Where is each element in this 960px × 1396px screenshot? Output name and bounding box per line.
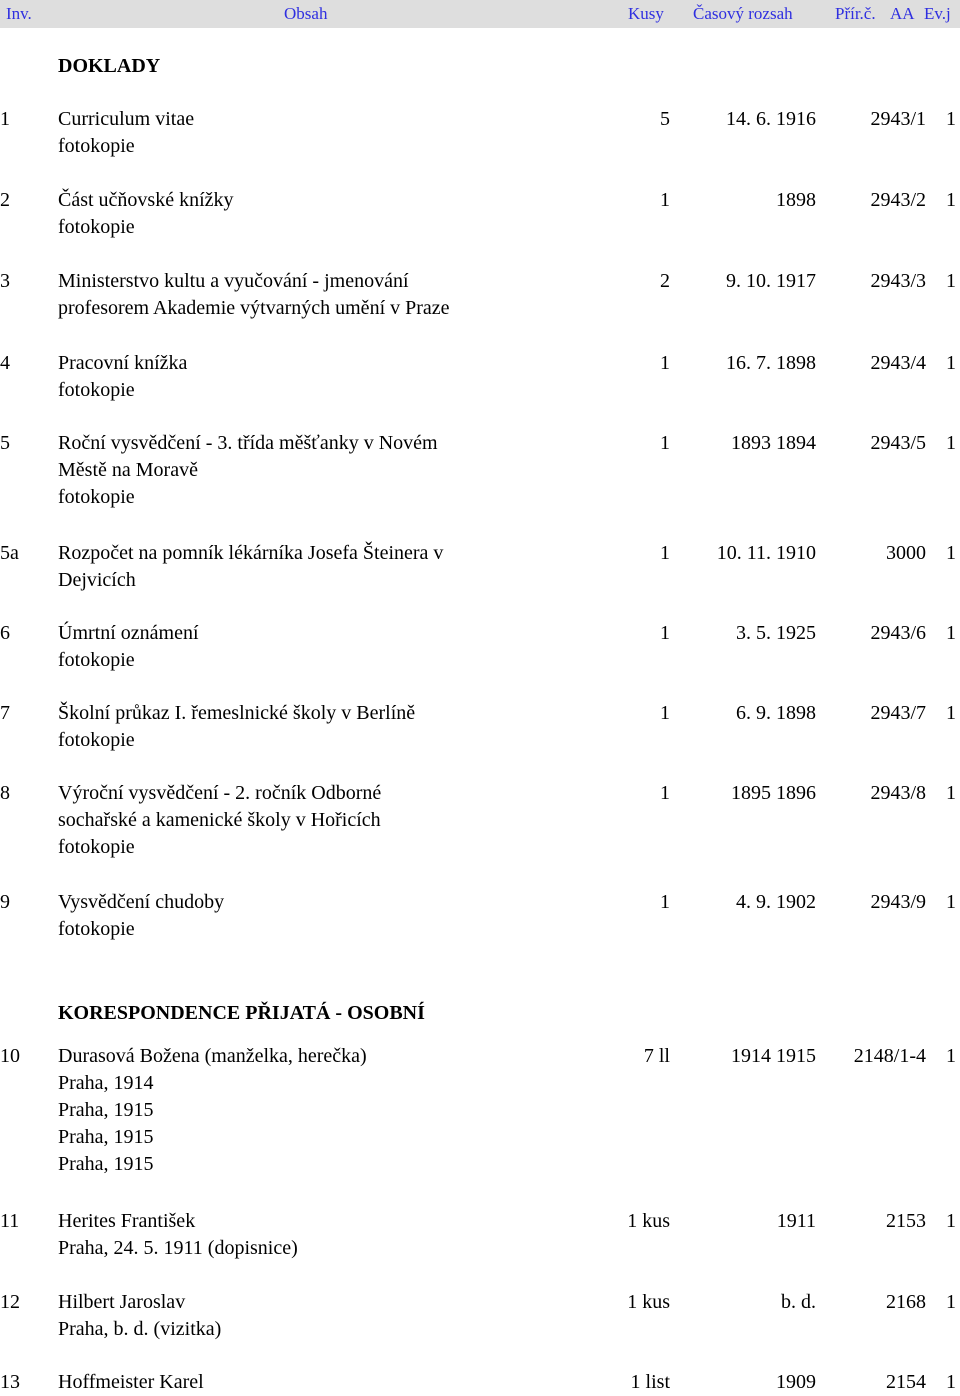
accession-number: 2153 [886, 1210, 926, 1232]
header-inv[interactable]: Inv. [6, 4, 32, 23]
item-count: 1 [660, 542, 670, 564]
accession-number: 2943/5 [870, 432, 926, 454]
item-count: 1 list [630, 1371, 670, 1393]
header-rozsah[interactable]: Časový rozsah [693, 4, 793, 23]
inventory-number: 13 [0, 1371, 20, 1393]
record-unit: 1 [946, 270, 956, 292]
accession-number: 2943/1 [870, 108, 926, 130]
item-description [58, 1369, 204, 1396]
item-count: 1 [660, 352, 670, 374]
section-heading-korespondence: KORESPONDENCE PŘIJATÁ - OSOBNÍ [58, 1002, 425, 1024]
table-row [0, 1208, 960, 1262]
description-line: sochařské a kamenické školy v Hořicích [58, 809, 381, 831]
record-unit: 1 [946, 891, 956, 913]
time-range: 1914 1915 [731, 1045, 816, 1067]
record-unit: 1 [946, 1045, 956, 1067]
item-description [58, 889, 224, 943]
description-line: fotokopie [58, 216, 135, 238]
description-line: Praha, 1915 [58, 1153, 154, 1175]
table-row [0, 268, 960, 322]
accession-number: 2943/2 [870, 189, 926, 211]
description-line: Praha, 1915 [58, 1099, 154, 1121]
item-description [58, 700, 415, 754]
item-count: 7 ll [643, 1045, 670, 1067]
item-count: 1 kus [627, 1210, 670, 1232]
inventory-number: 7 [0, 702, 10, 724]
description-line: profesorem Akademie výtvarných umění v Praze [58, 297, 450, 319]
description-line: fotokopie [58, 486, 135, 508]
accession-number: 3000 [886, 542, 926, 564]
item-description [58, 430, 438, 511]
time-range: 14. 6. 1916 [726, 108, 816, 130]
item-count: 1 [660, 702, 670, 724]
record-unit: 1 [946, 542, 956, 564]
inventory-number: 9 [0, 891, 10, 913]
accession-number: 2168 [886, 1291, 926, 1313]
description-line: Rozpočet na pomník lékárníka Josefa Šteinera v [58, 542, 444, 564]
description-line: Výroční vysvědčení - 2. ročník Odborné [58, 782, 382, 804]
record-unit: 1 [946, 622, 956, 644]
description-line: Praha, 1915 [58, 1126, 154, 1148]
description-line: Úmrtní oznámení [58, 622, 199, 644]
record-unit: 1 [946, 1371, 956, 1393]
description-line: Školní průkaz I. řemeslnické školy v Berlíně [58, 702, 416, 724]
time-range: b. d. [781, 1291, 816, 1313]
description-line: Městě na Moravě [58, 459, 198, 481]
record-unit: 1 [946, 702, 956, 724]
time-range: 10. 11. 1910 [716, 542, 816, 564]
table-row [0, 187, 960, 241]
item-description [58, 620, 199, 674]
time-range: 3. 5. 1925 [736, 622, 816, 644]
table-row [0, 700, 960, 754]
item-description [58, 268, 450, 322]
inventory-number: 5 [0, 432, 10, 454]
description-line: Herites František [58, 1210, 196, 1232]
table-row [0, 540, 960, 594]
table-row [0, 1289, 960, 1343]
description-line: Praha, b. d. (vizitka) [58, 1318, 222, 1340]
record-unit: 1 [946, 1210, 956, 1232]
table-row [0, 106, 960, 160]
description-line: Hoffmeister Karel [58, 1371, 204, 1393]
inventory-number: 8 [0, 782, 10, 804]
accession-number: 2943/4 [870, 352, 926, 374]
table-row [0, 780, 960, 861]
description-line: Curriculum vitae [58, 108, 195, 130]
accession-number: 2943/8 [870, 782, 926, 804]
header-pric[interactable]: Přír.č. [835, 4, 876, 23]
description-line: fotokopie [58, 918, 135, 940]
record-unit: 1 [946, 352, 956, 374]
description-line: fotokopie [58, 135, 135, 157]
item-description [58, 1043, 367, 1178]
table-row [0, 1043, 960, 1178]
inventory-number: 1 [0, 108, 10, 130]
accession-number: 2943/6 [870, 622, 926, 644]
description-line: Část učňovské knížky [58, 189, 234, 211]
time-range: 1895 1896 [731, 782, 816, 804]
record-unit: 1 [946, 189, 956, 211]
accession-number: 2943/3 [870, 270, 926, 292]
description-line: fotokopie [58, 836, 135, 858]
inventory-number: 6 [0, 622, 10, 644]
description-line: Roční vysvědčení - 3. třída měšťanky v Novém [58, 432, 438, 454]
accession-number: 2148/1-4 [853, 1045, 926, 1067]
table-row [0, 889, 960, 943]
record-unit: 1 [946, 1291, 956, 1313]
item-count: 1 [660, 782, 670, 804]
table-row [0, 1369, 960, 1396]
header-aa[interactable]: AA [890, 4, 915, 23]
time-range: 1909 [776, 1371, 816, 1393]
description-line: Vysvědčení chudoby [58, 891, 225, 913]
time-range: 16. 7. 1898 [726, 352, 816, 374]
item-description [58, 106, 194, 160]
accession-number: 2943/7 [870, 702, 926, 724]
item-count: 1 [660, 622, 670, 644]
header-evj[interactable]: Ev.j [924, 4, 951, 23]
description-line: fotokopie [58, 729, 135, 751]
inventory-number: 2 [0, 189, 10, 211]
item-count: 1 [660, 189, 670, 211]
item-description [58, 540, 443, 594]
table-row [0, 350, 960, 404]
inventory-number: 3 [0, 270, 10, 292]
table-row [0, 620, 960, 674]
description-line: Dejvicích [58, 569, 136, 591]
record-unit: 1 [946, 108, 956, 130]
time-range: 9. 10. 1917 [726, 270, 816, 292]
header-obsah[interactable]: Obsah [284, 4, 328, 23]
inventory-number: 12 [0, 1291, 20, 1313]
time-range: 1911 [776, 1210, 816, 1232]
item-count: 1 kus [627, 1291, 670, 1313]
item-count: 1 [660, 432, 670, 454]
item-description [58, 1289, 221, 1343]
item-count: 2 [660, 270, 670, 292]
section-heading-doklady: DOKLADY [58, 55, 161, 77]
item-description [58, 780, 381, 861]
accession-number: 2154 [886, 1371, 926, 1393]
table-row [0, 430, 960, 511]
header-kusy[interactable]: Kusy [628, 4, 664, 23]
inventory-number: 4 [0, 352, 10, 374]
item-count: 1 [660, 891, 670, 913]
item-description [58, 187, 234, 241]
description-line: Praha, 24. 5. 1911 (dopisnice) [58, 1237, 298, 1259]
item-count: 5 [660, 108, 670, 130]
item-description [58, 350, 187, 404]
time-range: 1898 [776, 189, 816, 211]
item-description [58, 1208, 298, 1262]
accession-number: 2943/9 [870, 891, 926, 913]
time-range: 6. 9. 1898 [736, 702, 816, 724]
description-line: fotokopie [58, 379, 135, 401]
time-range: 4. 9. 1902 [736, 891, 816, 913]
description-line: Durasová Božena (manželka, herečka) [58, 1045, 367, 1067]
time-range: 1893 1894 [731, 432, 816, 454]
description-line: Hilbert Jaroslav [58, 1291, 186, 1313]
inventory-number: 5a [0, 542, 19, 564]
description-line: Pracovní knížka [58, 352, 188, 374]
record-unit: 1 [946, 432, 956, 454]
description-line: fotokopie [58, 649, 135, 671]
description-line: Ministerstvo kultu a vyučování - jmenování [58, 270, 409, 292]
record-unit: 1 [946, 782, 956, 804]
inventory-number: 10 [0, 1045, 20, 1067]
inventory-number: 11 [0, 1210, 20, 1232]
description-line: Praha, 1914 [58, 1072, 154, 1094]
